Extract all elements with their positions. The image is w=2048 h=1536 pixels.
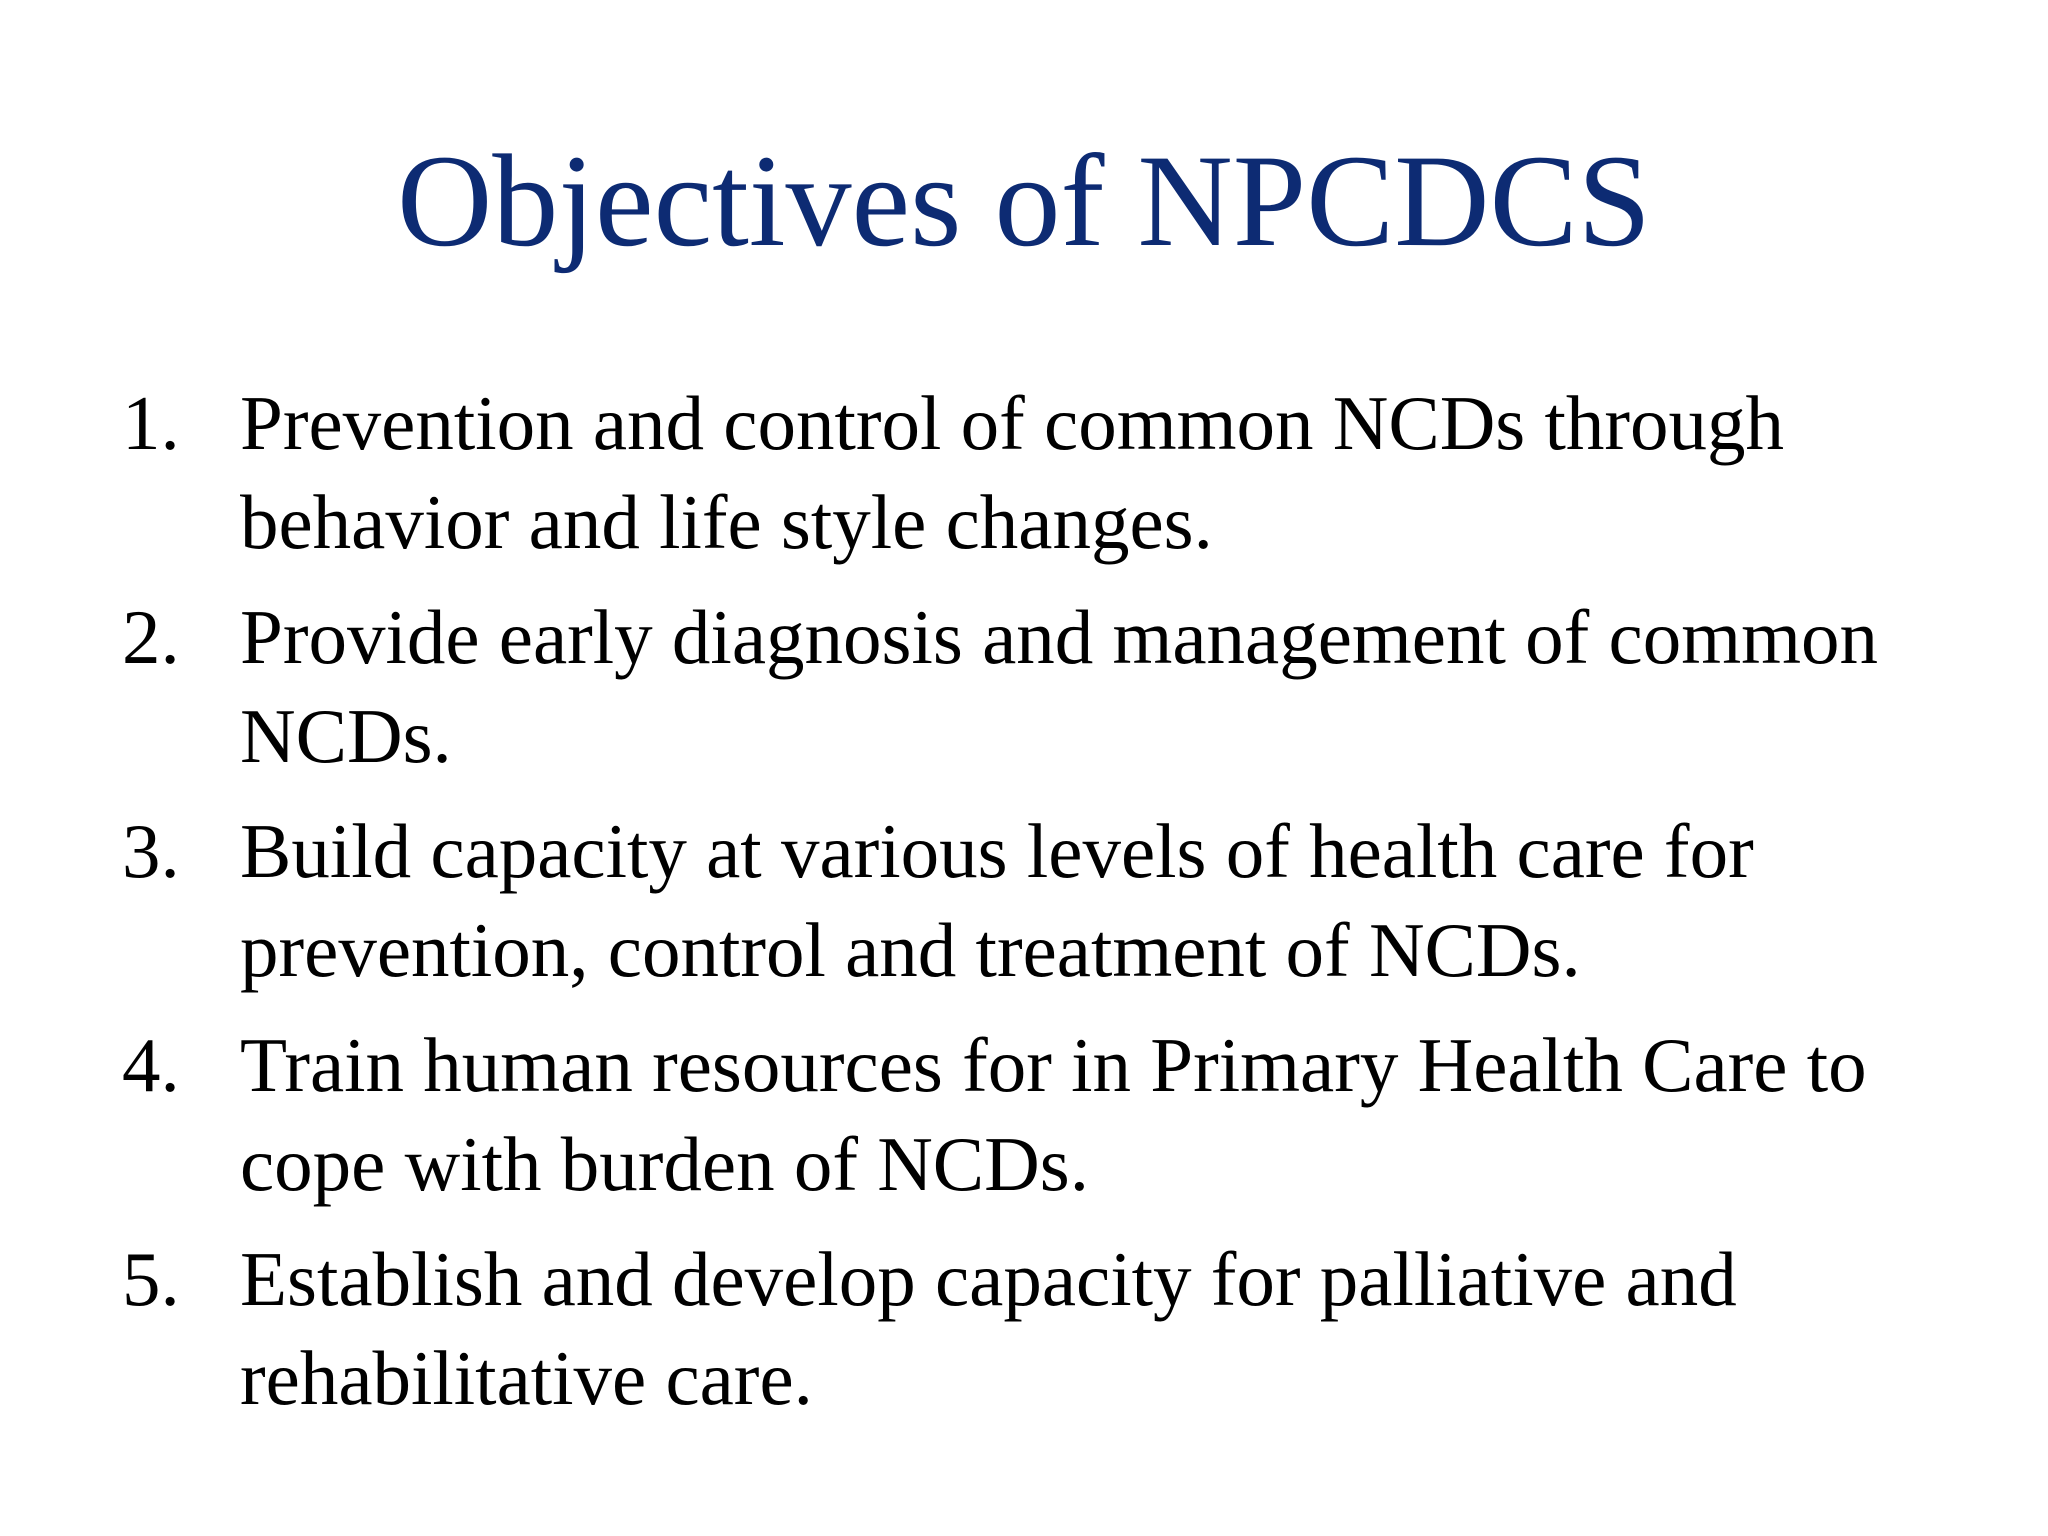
objective-number: 2.: [122, 594, 180, 680]
objective-item: [122, 1016, 2002, 1214]
objective-item: [122, 588, 2002, 786]
objectives-list: [122, 374, 2002, 1444]
objective-text: Prevention and control of common NCDs through behavior and life style changes.: [240, 380, 1785, 565]
objective-item: [122, 1230, 2002, 1428]
objective-item: [122, 802, 2002, 1000]
objective-number: 4.: [122, 1022, 180, 1108]
objective-text: Establish and develop capacity for palliative and rehabilitative care.: [240, 1236, 1737, 1421]
objective-text: Build capacity at various levels of health care for prevention, control and treatment of NCDs.: [240, 808, 1754, 993]
objective-text: Provide early diagnosis and management of common NCDs.: [240, 594, 1878, 779]
slide-title: Objectives of NPCDCS: [397, 127, 1651, 274]
objective-number: 1.: [122, 380, 180, 466]
objective-number: 5.: [122, 1236, 180, 1322]
objective-item: [122, 374, 2002, 572]
objective-number: 3.: [122, 808, 180, 894]
objective-text: Train human resources for in Primary Health Care to cope with burden of NCDs.: [240, 1022, 1867, 1207]
